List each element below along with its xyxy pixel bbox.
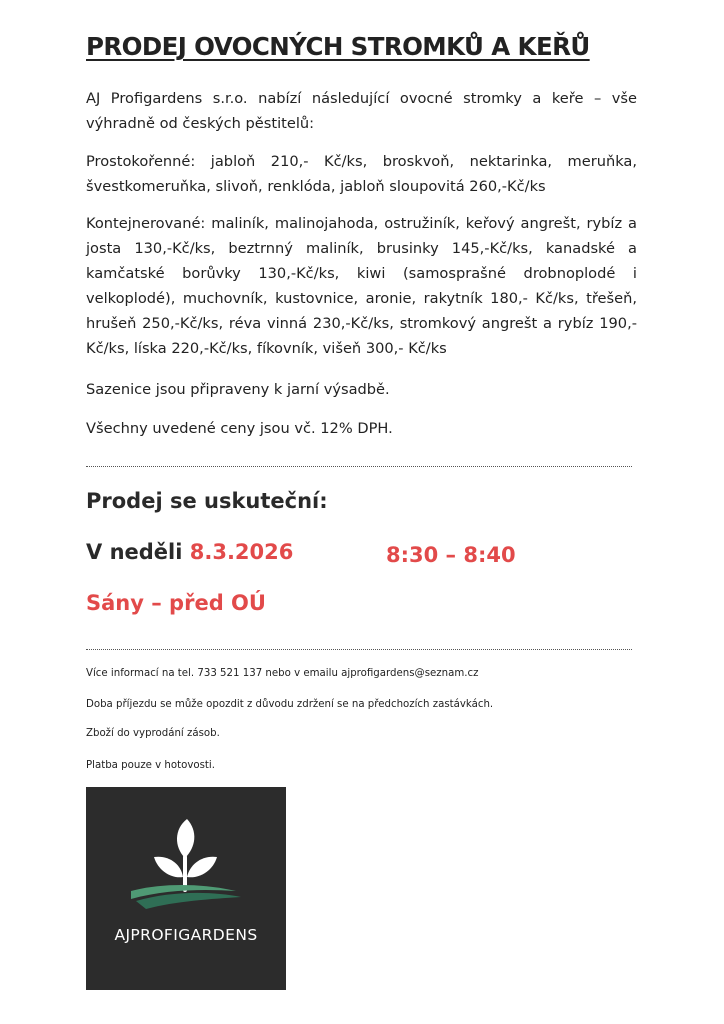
sale-day: V neděli <box>86 540 183 564</box>
intro-paragraph: AJ Profigardens s.r.o. nabízí následující ovocné stromky a keře – vše výhradně od českých pěstitelů: <box>86 90 637 132</box>
container-paragraph: Kontejnerované: maliník, malinojahoda, ostružiník, keřový angrešt, rybíz a josta 130,-Kč/ks, beztrnný maliník, brusinky 145,-Kč/ks, kanadské a kamčatské borůvky 130,-Kč/ks, kiwi (samosprašné drobnoplodé i velkoplodé), muchovník, kustovnice, aronie, rakytník 180,- Kč/ks, třešeň, hrušeň 250,-Kč/ks, réva vinná 230,-Kč/ks, stromkový angrešt a rybíz 190,- Kč/ks, líska 220,-Kč/ks, fíkovník, višeň 300,- Kč/ks <box>86 215 637 357</box>
delay-note: Doba příjezdu se může opozdit z důvodu zdržení se na předchozích zastávkách. <box>86 699 494 710</box>
dotted-divider <box>86 649 632 650</box>
ready-paragraph: Sazenice jsou připraveny k jarní výsadbě. <box>86 381 390 398</box>
sale-time: 8:30 – 8:40 <box>386 543 516 567</box>
bare-root-paragraph: Prostokořenné: jabloň 210,- Kč/ks, broskvoň, nektarinka, meruňka, švestkomeruňka, slivoň, renklóda, jabloň sloupovitá 260,-Kč/ks <box>86 153 637 195</box>
sale-date-line <box>86 536 293 568</box>
sale-heading: Prodej se uskuteční: <box>86 489 328 513</box>
dotted-divider <box>86 466 632 467</box>
logo-text: AJPROFIGARDENS <box>114 926 258 944</box>
contact-info: Více informací na tel. 733 521 137 nebo v emailu ajprofigardens@seznam.cz <box>86 668 479 679</box>
company-logo <box>86 787 286 990</box>
sale-place: Sány – před OÚ <box>86 591 266 615</box>
sprout-icon <box>86 787 286 990</box>
vat-paragraph: Všechny uvedené ceny jsou vč. 12% DPH. <box>86 420 393 437</box>
page-title: PRODEJ OVOCNÝCH STROMKŮ A KEŘŮ <box>86 32 590 61</box>
payment-note: Platba pouze v hotovosti. <box>86 760 215 771</box>
stock-note: Zboží do vyprodání zásob. <box>86 728 220 739</box>
sale-date: 8.3.2026 <box>189 540 294 564</box>
